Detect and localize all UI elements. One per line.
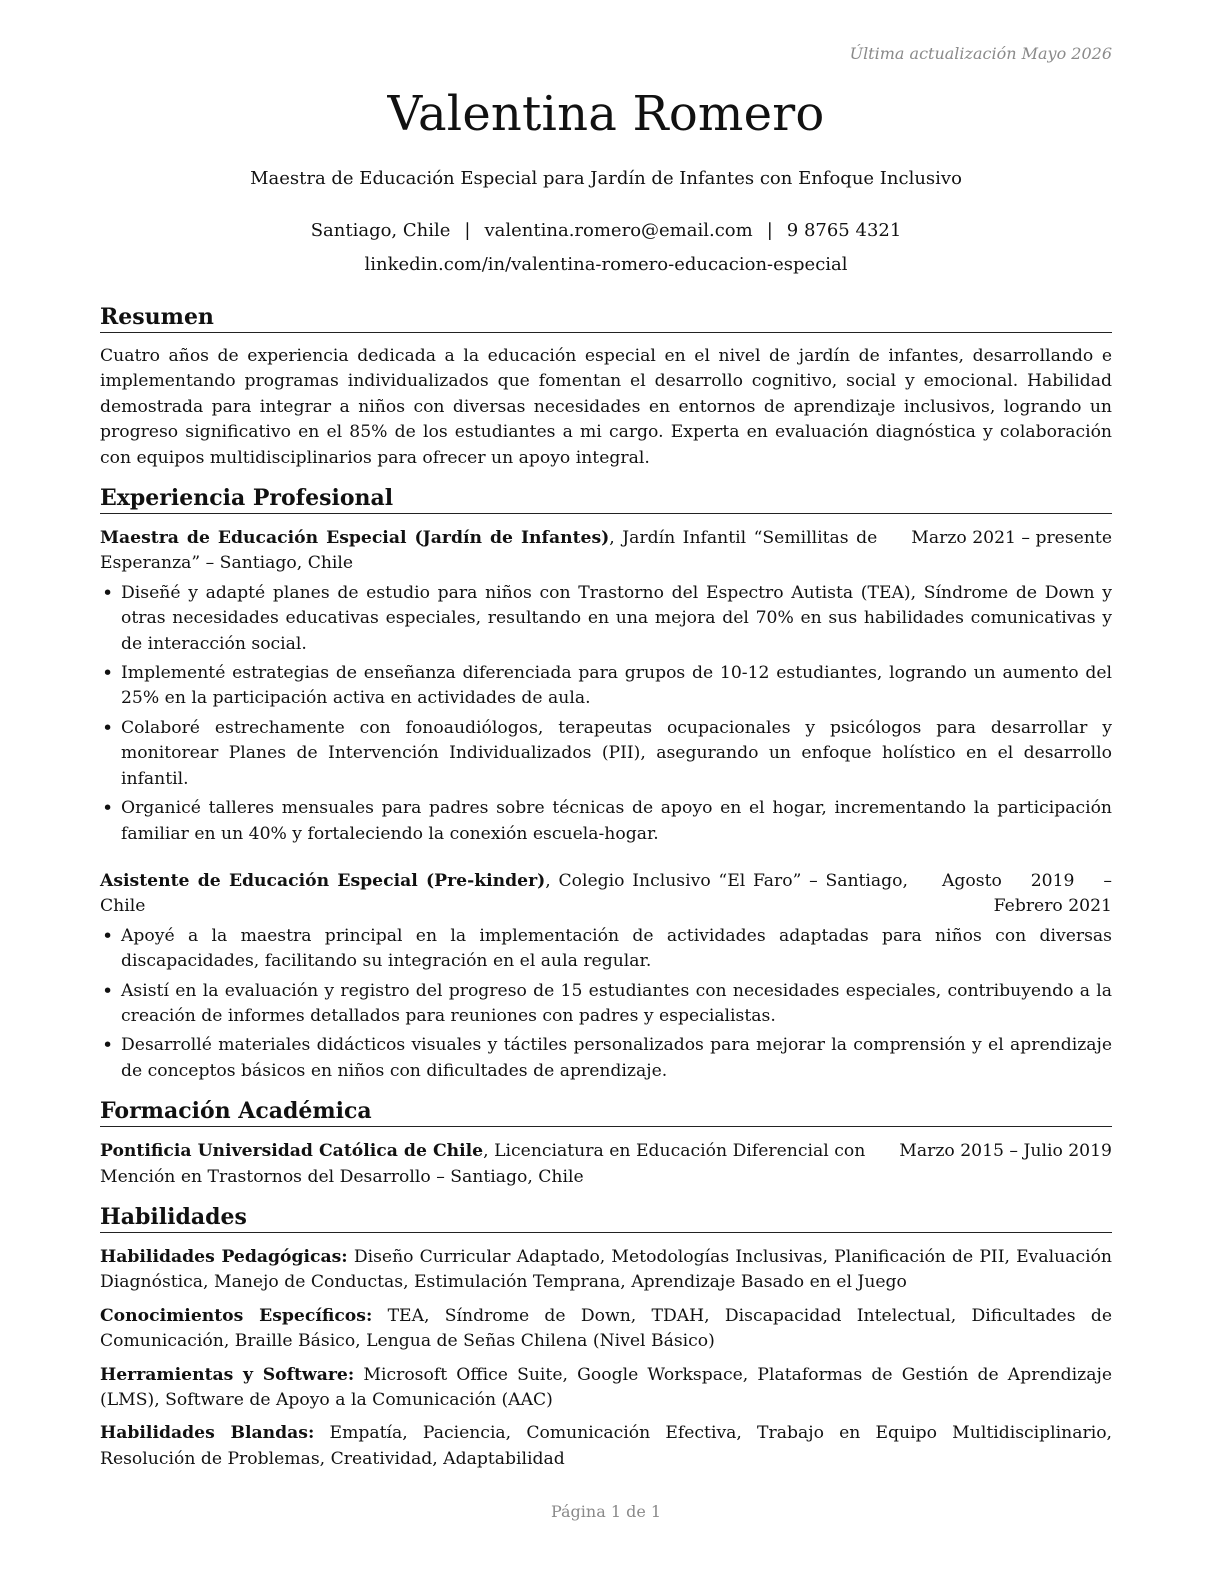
job-role: Asistente de Educación Especial (Pre-kinder) — [100, 870, 546, 891]
job-bullet: • Apoyé a la maestra principal en la implementación de actividades adaptadas para niños con diversas discapacidades, facilitando su integración en el aula regular. — [100, 924, 1112, 975]
skill-value: Diseño Curricular Adaptado, Metodologías Inclusivas, Planificación de PII, Evaluación Diagnóstica, Manejo de Conductas, Estimulación Temprana, Aprendizaje Basado en el Juego — [100, 1246, 1112, 1293]
job-title-line — [100, 869, 942, 920]
skill-row — [100, 1304, 1112, 1355]
skill-row — [100, 1245, 1112, 1296]
job-org: , Jardín Infantil “Semillitas de Esperanza” – Santiago, Chile — [100, 528, 878, 574]
section-summary — [100, 304, 1112, 471]
candidate-name: Valentina Romero — [387, 86, 825, 142]
summary-text: Cuatro años de experiencia dedicada a la educación especial en el nivel de jardín de infantes, desarrollando e implementando programas individualizados que fomentan el desarrollo cognitivo, social y emocional. Habilidad demostrada para integrar a niños con diversas necesidades en entornos de aprendizaje inclusivos, logrando un progreso significativo en el 85% de los estudiantes a mi cargo. Experta en evaluación diagnóstica y colaboración con equipos multidisciplinarios para ofrecer un apoyo integral. — [100, 346, 1112, 468]
job-org: , Colegio Inclusivo “El Faro” – Santiago, Chile — [100, 870, 908, 917]
contact-separator: | — [766, 220, 773, 241]
education-degree: , Licenciatura en Educación Diferencial con Mención en Trastornos del Desarrollo – Santiago, Chile — [100, 1141, 866, 1187]
job-bullet: • Asistí en la evaluación y registro del progreso de 15 estudiantes con necesidades especiales, contribuyendo a la creación de informes detallados para reuniones con padres y especialistas. — [100, 979, 1112, 1030]
last-updated: Última actualización Mayo 2026 — [849, 44, 1112, 63]
section-education — [100, 1098, 1112, 1190]
job-header — [100, 869, 1112, 920]
section-title-summary: Resumen — [100, 304, 1112, 333]
section-experience — [100, 485, 1112, 1084]
section-title-skills: Habilidades — [100, 1204, 1112, 1233]
job-bullet: • Desarrollé materiales didácticos visuales y táctiles personalizados para mejorar la comprensión y el aprendizaje de conceptos básicos en niños con dificultades de aprendizaje. — [100, 1033, 1112, 1084]
contact-email[interactable]: valentina.romero@email.com — [484, 220, 753, 241]
job-dates: Marzo 2021 – presente — [911, 528, 1112, 549]
section-title-education: Formación Académica — [100, 1098, 1112, 1127]
section-skills — [100, 1204, 1112, 1472]
job-entry — [100, 526, 1112, 847]
skill-value: TEA, Síndrome de Down, TDAH, Discapacidad Intelectual, Dificultades de Comunicación, Braille Básico, Lengua de Señas Chilena (Nivel Básico) — [100, 1305, 1112, 1352]
education-entry — [100, 1139, 1112, 1190]
contact-location: Santiago, Chile — [310, 220, 451, 241]
skill-value: Empatía, Paciencia, Comunicación Efectiva, Trabajo en Equipo Multidisciplinario, Resolución de Problemas, Creatividad, Adaptabilidad — [100, 1423, 1113, 1469]
skill-row — [100, 1363, 1112, 1414]
contact-line — [100, 220, 1112, 241]
skill-label: Habilidades Pedagógicas: — [100, 1246, 348, 1267]
skill-label: Conocimientos Específicos: — [100, 1305, 373, 1326]
page-number: Página 1 de 1 — [550, 1502, 662, 1521]
job-entry — [100, 869, 1112, 1084]
job-bullet: • Colaboré estrechamente con fonoaudiólogos, terapeutas ocupacionales y psicólogos para desarrollar y monitorear Planes de Intervención Individualizados (PII), asegurando un enfoque holístico en el desarrollo infantil. — [100, 716, 1112, 792]
job-role: Maestra de Educación Especial (Jardín de Infantes) — [100, 528, 610, 549]
skill-label: Herramientas y Software: — [100, 1364, 355, 1385]
skill-row — [100, 1421, 1112, 1472]
section-title-experience: Experiencia Profesional — [100, 485, 1112, 514]
resume-page — [100, 0, 1112, 1584]
job-bullets — [100, 581, 1112, 847]
job-bullet: • Implementé estrategias de enseñanza diferenciada para grupos de 10-12 estudiantes, logrando un aumento del 25% en la participación activa en actividades de aula. — [100, 661, 1112, 712]
skill-value: Microsoft Office Suite, Google Workspace, Plataformas de Gestión de Aprendizaje (LMS), Software de Apoyo a la Comunicación (AAC) — [100, 1364, 1112, 1410]
education-school: Pontificia Universidad Católica de Chile — [100, 1141, 484, 1162]
job-bullet: • Diseñé y adapté planes de estudio para niños con Trastorno del Espectro Autista (TEA), Síndrome de Down y otras necesidades educativas especiales, resultando en una mejora del 70% en sus habilidades comunicativas y de interacción social. — [100, 581, 1112, 657]
resume-body — [100, 304, 1112, 1486]
headline: Maestra de Educación Especial para Jardín de Infantes con Enfoque Inclusivo — [250, 168, 962, 189]
contact-linkedin[interactable]: linkedin.com/in/valentina-romero-educacion-especial — [364, 254, 848, 275]
job-header — [100, 526, 1112, 577]
job-title-line — [100, 526, 911, 577]
job-dates: Agosto 2019 – Febrero 2021 — [942, 870, 1112, 917]
skill-label: Habilidades Blandas: — [100, 1423, 315, 1444]
education-line — [100, 1139, 899, 1190]
job-bullet: • Organicé talleres mensuales para padres sobre técnicas de apoyo en el hogar, incrementando la participación familiar en un 40% y fortaleciendo la conexión escuela-hogar. — [100, 796, 1112, 847]
contact-phone: 9 8765 4321 — [786, 220, 902, 241]
education-dates: Marzo 2015 – Julio 2019 — [899, 1141, 1112, 1162]
contact-separator: | — [464, 220, 471, 241]
job-bullets — [100, 924, 1112, 1084]
